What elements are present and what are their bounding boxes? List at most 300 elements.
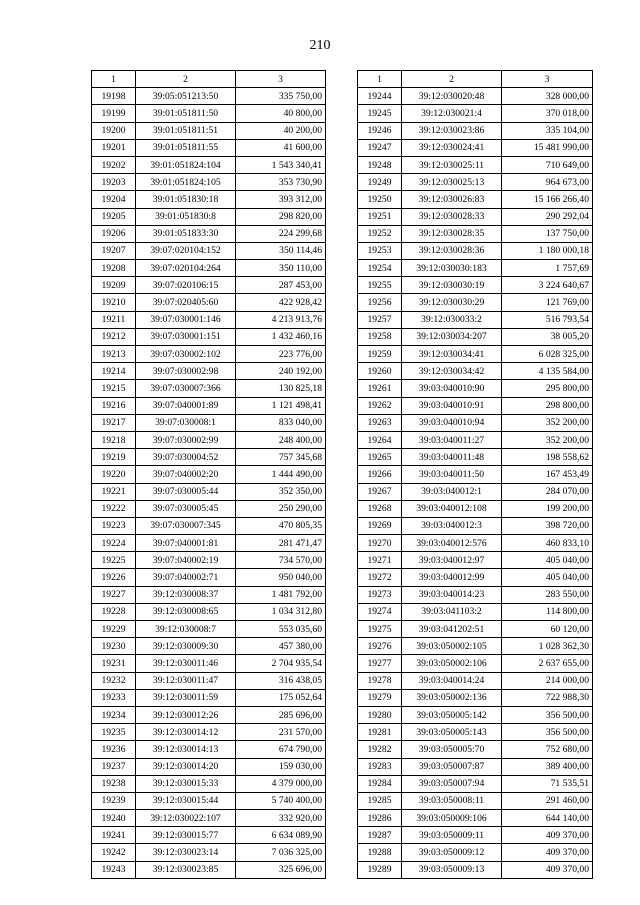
cadastral-number-cell: 39:12:030014:12 xyxy=(136,724,236,741)
row-number-cell: 19201 xyxy=(92,139,136,156)
row-number-cell: 19227 xyxy=(92,586,136,603)
cadastral-number-cell: 39:12:030021:4 xyxy=(402,105,502,122)
cadastral-number-cell: 39:07:040001:81 xyxy=(136,535,236,552)
table-row xyxy=(92,844,326,861)
row-number-cell: 19254 xyxy=(358,260,402,277)
page-number: 210 xyxy=(309,38,331,53)
row-number-cell: 19263 xyxy=(358,414,402,431)
cadastral-number-cell: 39:12:030034:41 xyxy=(402,346,502,363)
cadastral-number-cell: 39:03:041202:51 xyxy=(402,621,502,638)
value-cell: 757 345,68 xyxy=(236,449,326,466)
value-cell: 199 200,00 xyxy=(502,500,593,517)
row-number-cell: 19249 xyxy=(358,174,402,191)
header-cell-col3: 3 xyxy=(502,71,593,88)
table-row xyxy=(92,827,326,844)
table-row xyxy=(92,672,326,689)
row-number-cell: 19267 xyxy=(358,483,402,500)
value-cell: 1 121 498,41 xyxy=(236,397,326,414)
cadastral-number-cell: 39:12:030030:183 xyxy=(402,260,502,277)
row-number-cell: 19250 xyxy=(358,191,402,208)
value-cell: 335 104,00 xyxy=(502,122,593,139)
value-cell: 137 750,00 xyxy=(502,225,593,242)
cadastral-number-cell: 39:12:030034:42 xyxy=(402,363,502,380)
value-cell: 284 070,00 xyxy=(502,483,593,500)
row-number-cell: 19200 xyxy=(92,122,136,139)
table-row xyxy=(92,88,326,105)
table-row xyxy=(358,672,593,689)
cadastral-number-cell: 39:12:030025:13 xyxy=(402,174,502,191)
cadastral-number-cell: 39:03:050005:70 xyxy=(402,741,502,758)
value-cell: 352 350,00 xyxy=(236,483,326,500)
row-number-cell: 19213 xyxy=(92,346,136,363)
value-cell: 350 114,46 xyxy=(236,242,326,259)
value-cell: 553 035,60 xyxy=(236,621,326,638)
row-number-cell: 19199 xyxy=(92,105,136,122)
value-cell: 214 000,00 xyxy=(502,672,593,689)
table-row xyxy=(92,122,326,139)
table-row xyxy=(92,775,326,792)
value-cell: 1 034 312,80 xyxy=(236,603,326,620)
value-cell: 674 790,00 xyxy=(236,741,326,758)
row-number-cell: 19265 xyxy=(358,449,402,466)
value-cell: 295 800,00 xyxy=(502,380,593,397)
table-row xyxy=(358,689,593,706)
row-number-cell: 19272 xyxy=(358,569,402,586)
table-row xyxy=(358,603,593,620)
table-left xyxy=(91,70,326,879)
table-row xyxy=(358,861,593,878)
row-number-cell: 19279 xyxy=(358,689,402,706)
cadastral-number-cell: 39:07:020405:60 xyxy=(136,294,236,311)
value-cell: 328 000,00 xyxy=(502,88,593,105)
value-cell: 1 543 340,41 xyxy=(236,156,326,173)
cadastral-number-cell: 39:03:050005:142 xyxy=(402,706,502,723)
value-cell: 224 299,68 xyxy=(236,225,326,242)
table-row xyxy=(92,156,326,173)
table-row xyxy=(358,208,593,225)
cadastral-number-cell: 39:03:050009:106 xyxy=(402,810,502,827)
value-cell: 285 696,00 xyxy=(236,706,326,723)
row-number-cell: 19217 xyxy=(92,414,136,431)
value-cell: 167 453,49 xyxy=(502,466,593,483)
table-row xyxy=(358,431,593,448)
value-cell: 298 800,00 xyxy=(502,397,593,414)
table-row xyxy=(92,552,326,569)
row-number-cell: 19198 xyxy=(92,88,136,105)
cadastral-number-cell: 39:12:030020:48 xyxy=(402,88,502,105)
cadastral-number-cell: 39:03:040012:99 xyxy=(402,569,502,586)
cadastral-number-cell: 39:07:030002:102 xyxy=(136,346,236,363)
row-number-cell: 19264 xyxy=(358,431,402,448)
value-cell: 3 224 640,67 xyxy=(502,277,593,294)
table-row xyxy=(358,277,593,294)
table-row xyxy=(92,466,326,483)
value-cell: 1 481 792,00 xyxy=(236,586,326,603)
table-row xyxy=(358,156,593,173)
value-cell: 240 192,00 xyxy=(236,363,326,380)
row-number-cell: 19256 xyxy=(358,294,402,311)
value-cell: 71 535,51 xyxy=(502,775,593,792)
value-cell: 283 550,00 xyxy=(502,586,593,603)
value-cell: 114 800,00 xyxy=(502,603,593,620)
table-row xyxy=(358,380,593,397)
row-number-cell: 19239 xyxy=(92,792,136,809)
table-row xyxy=(358,517,593,534)
table-row xyxy=(358,294,593,311)
cadastral-number-cell: 39:12:030015:44 xyxy=(136,792,236,809)
cadastral-number-cell: 39:12:030033:2 xyxy=(402,311,502,328)
cadastral-number-cell: 39:12:030014:13 xyxy=(136,741,236,758)
value-cell: 356 500,00 xyxy=(502,706,593,723)
row-number-cell: 19241 xyxy=(92,827,136,844)
row-number-cell: 19268 xyxy=(358,500,402,517)
cadastral-number-cell: 39:07:030007:345 xyxy=(136,517,236,534)
cadastral-number-cell: 39:03:050009:12 xyxy=(402,844,502,861)
table-row xyxy=(358,586,593,603)
cadastral-number-cell: 39:07:030005:44 xyxy=(136,483,236,500)
cadastral-number-cell: 39:03:050009:11 xyxy=(402,827,502,844)
value-cell: 291 460,00 xyxy=(502,792,593,809)
row-number-cell: 19242 xyxy=(92,844,136,861)
table-row xyxy=(92,225,326,242)
cadastral-number-cell: 39:12:030028:36 xyxy=(402,242,502,259)
cadastral-number-cell: 39:03:050005:143 xyxy=(402,724,502,741)
cadastral-number-cell: 39:07:040002:19 xyxy=(136,552,236,569)
row-number-cell: 19226 xyxy=(92,569,136,586)
header-cell-col2: 2 xyxy=(136,71,236,88)
value-cell: 231 570,00 xyxy=(236,724,326,741)
value-cell: 6 634 089,90 xyxy=(236,827,326,844)
value-cell: 1 180 000,18 xyxy=(502,242,593,259)
cadastral-number-cell: 39:12:030028:35 xyxy=(402,225,502,242)
cadastral-number-cell: 39:12:030011:59 xyxy=(136,689,236,706)
value-cell: 470 805,35 xyxy=(236,517,326,534)
value-cell: 4 379 000,00 xyxy=(236,775,326,792)
cadastral-number-cell: 39:03:040012:1 xyxy=(402,483,502,500)
cadastral-number-cell: 39:12:030030:19 xyxy=(402,277,502,294)
value-cell: 393 312,00 xyxy=(236,191,326,208)
table-row xyxy=(358,346,593,363)
row-number-cell: 19215 xyxy=(92,380,136,397)
value-cell: 398 720,00 xyxy=(502,517,593,534)
value-cell: 352 200,00 xyxy=(502,431,593,448)
value-cell: 198 558,62 xyxy=(502,449,593,466)
table-row xyxy=(358,363,593,380)
cadastral-number-cell: 39:03:040010:91 xyxy=(402,397,502,414)
table-row xyxy=(92,517,326,534)
table-row xyxy=(92,191,326,208)
row-number-cell: 19236 xyxy=(92,741,136,758)
row-number-cell: 19207 xyxy=(92,242,136,259)
row-number-cell: 19251 xyxy=(358,208,402,225)
cadastral-number-cell: 39:03:050009:13 xyxy=(402,861,502,878)
table-row xyxy=(92,294,326,311)
row-number-cell: 19247 xyxy=(358,139,402,156)
table-row xyxy=(358,225,593,242)
cadastral-number-cell: 39:12:030022:107 xyxy=(136,810,236,827)
table-row xyxy=(92,655,326,672)
cadastral-number-cell: 39:03:040012:108 xyxy=(402,500,502,517)
table-row xyxy=(92,242,326,259)
cadastral-number-cell: 39:03:050002:136 xyxy=(402,689,502,706)
cadastral-number-cell: 39:12:030009:30 xyxy=(136,638,236,655)
value-cell: 1 028 362,30 xyxy=(502,638,593,655)
value-cell: 40 800,00 xyxy=(236,105,326,122)
value-cell: 2 637 655,00 xyxy=(502,655,593,672)
cadastral-number-cell: 39:07:030002:99 xyxy=(136,431,236,448)
table-row xyxy=(92,483,326,500)
value-cell: 335 750,00 xyxy=(236,88,326,105)
cadastral-number-cell: 39:12:030014:20 xyxy=(136,758,236,775)
table-row xyxy=(92,363,326,380)
table-row xyxy=(358,483,593,500)
table-row xyxy=(358,397,593,414)
table-row xyxy=(92,277,326,294)
row-number-cell: 19233 xyxy=(92,689,136,706)
cadastral-number-cell: 39:03:040010:94 xyxy=(402,414,502,431)
row-number-cell: 19277 xyxy=(358,655,402,672)
row-number-cell: 19261 xyxy=(358,380,402,397)
cadastral-number-cell: 39:01:051830:8 xyxy=(136,208,236,225)
value-cell: 352 200,00 xyxy=(502,414,593,431)
cadastral-number-cell: 39:12:030028:33 xyxy=(402,208,502,225)
row-number-cell: 19211 xyxy=(92,311,136,328)
row-number-cell: 19221 xyxy=(92,483,136,500)
table-row xyxy=(92,569,326,586)
table-row xyxy=(92,174,326,191)
cadastral-number-cell: 39:12:030023:86 xyxy=(402,122,502,139)
value-cell: 38 005,20 xyxy=(502,328,593,345)
table-row xyxy=(358,569,593,586)
table-row xyxy=(358,535,593,552)
value-cell: 7 036 325,00 xyxy=(236,844,326,861)
cadastral-number-cell: 39:01:051811:55 xyxy=(136,139,236,156)
row-number-cell: 19270 xyxy=(358,535,402,552)
cadastral-number-cell: 39:03:040011:50 xyxy=(402,466,502,483)
row-number-cell: 19235 xyxy=(92,724,136,741)
table-row xyxy=(358,638,593,655)
table-row xyxy=(358,260,593,277)
value-cell: 356 500,00 xyxy=(502,724,593,741)
cadastral-number-cell: 39:03:050007:94 xyxy=(402,775,502,792)
row-number-cell: 19246 xyxy=(358,122,402,139)
row-number-cell: 19202 xyxy=(92,156,136,173)
table-row xyxy=(92,311,326,328)
cadastral-number-cell: 39:07:030001:146 xyxy=(136,311,236,328)
cadastral-number-cell: 39:12:030034:207 xyxy=(402,328,502,345)
table-row xyxy=(92,706,326,723)
row-number-cell: 19288 xyxy=(358,844,402,861)
table-row xyxy=(92,758,326,775)
table-row xyxy=(92,208,326,225)
table-row xyxy=(358,844,593,861)
cadastral-number-cell: 39:03:050007:87 xyxy=(402,758,502,775)
value-cell: 6 028 325,00 xyxy=(502,346,593,363)
table-row xyxy=(92,397,326,414)
cadastral-number-cell: 39:03:040014:23 xyxy=(402,586,502,603)
value-cell: 457 380,00 xyxy=(236,638,326,655)
header-cell-col3: 3 xyxy=(236,71,326,88)
row-number-cell: 19284 xyxy=(358,775,402,792)
cadastral-number-cell: 39:12:030008:65 xyxy=(136,603,236,620)
value-cell: 41 600,00 xyxy=(236,139,326,156)
value-cell: 121 769,00 xyxy=(502,294,593,311)
value-cell: 250 290,00 xyxy=(236,500,326,517)
table-row xyxy=(92,328,326,345)
table-row xyxy=(358,311,593,328)
table-row xyxy=(358,88,593,105)
cadastral-number-cell: 39:01:051811:51 xyxy=(136,122,236,139)
table-row xyxy=(358,242,593,259)
value-cell: 159 030,00 xyxy=(236,758,326,775)
row-number-cell: 19245 xyxy=(358,105,402,122)
cadastral-number-cell: 39:12:030015:33 xyxy=(136,775,236,792)
value-cell: 60 120,00 xyxy=(502,621,593,638)
value-cell: 644 140,00 xyxy=(502,810,593,827)
row-number-cell: 19234 xyxy=(92,706,136,723)
cadastral-number-cell: 39:07:040002:20 xyxy=(136,466,236,483)
header-cell-col1: 1 xyxy=(358,71,402,88)
row-number-cell: 19224 xyxy=(92,535,136,552)
row-number-cell: 19228 xyxy=(92,603,136,620)
table-row xyxy=(92,792,326,809)
value-cell: 1 444 490,00 xyxy=(236,466,326,483)
table-row xyxy=(92,414,326,431)
value-cell: 833 040,00 xyxy=(236,414,326,431)
table-row xyxy=(92,638,326,655)
value-cell: 405 040,00 xyxy=(502,552,593,569)
table-row xyxy=(358,191,593,208)
value-cell: 710 649,00 xyxy=(502,156,593,173)
cadastral-number-cell: 39:12:030008:7 xyxy=(136,621,236,638)
cadastral-number-cell: 39:12:030030:29 xyxy=(402,294,502,311)
cadastral-number-cell: 39:01:051830:18 xyxy=(136,191,236,208)
value-cell: 298 820,00 xyxy=(236,208,326,225)
value-cell: 370 018,00 xyxy=(502,105,593,122)
table-row xyxy=(358,500,593,517)
cadastral-number-cell: 39:03:041103:2 xyxy=(402,603,502,620)
cadastral-number-cell: 39:12:030015:77 xyxy=(136,827,236,844)
row-number-cell: 19269 xyxy=(358,517,402,534)
row-number-cell: 19210 xyxy=(92,294,136,311)
cadastral-number-cell: 39:01:051833:30 xyxy=(136,225,236,242)
value-cell: 409 370,00 xyxy=(502,861,593,878)
cadastral-number-cell: 39:12:030011:46 xyxy=(136,655,236,672)
value-cell: 409 370,00 xyxy=(502,844,593,861)
row-number-cell: 19275 xyxy=(358,621,402,638)
table-row xyxy=(92,105,326,122)
cadastral-number-cell: 39:07:040002:71 xyxy=(136,569,236,586)
row-number-cell: 19273 xyxy=(358,586,402,603)
row-number-cell: 19287 xyxy=(358,827,402,844)
table-row xyxy=(358,552,593,569)
value-cell: 2 704 935,54 xyxy=(236,655,326,672)
row-number-cell: 19237 xyxy=(92,758,136,775)
table-row xyxy=(358,775,593,792)
row-number-cell: 19206 xyxy=(92,225,136,242)
table-row xyxy=(358,655,593,672)
row-number-cell: 19223 xyxy=(92,517,136,534)
row-number-cell: 19219 xyxy=(92,449,136,466)
row-number-cell: 19208 xyxy=(92,260,136,277)
table-row xyxy=(358,466,593,483)
table-row xyxy=(358,414,593,431)
table-row xyxy=(358,758,593,775)
row-number-cell: 19230 xyxy=(92,638,136,655)
value-cell: 15 166 266,40 xyxy=(502,191,593,208)
value-cell: 752 680,00 xyxy=(502,741,593,758)
cadastral-number-cell: 39:12:030023:14 xyxy=(136,844,236,861)
value-cell: 409 370,00 xyxy=(502,827,593,844)
cadastral-number-cell: 39:03:040010:90 xyxy=(402,380,502,397)
table-row xyxy=(92,689,326,706)
value-cell: 1 757,69 xyxy=(502,260,593,277)
value-cell: 422 928,42 xyxy=(236,294,326,311)
table-body-right xyxy=(358,88,593,879)
value-cell: 15 481 990,00 xyxy=(502,139,593,156)
table-row xyxy=(358,105,593,122)
table-row xyxy=(92,500,326,517)
row-number-cell: 19259 xyxy=(358,346,402,363)
value-cell: 722 988,30 xyxy=(502,689,593,706)
row-number-cell: 19203 xyxy=(92,174,136,191)
table-row xyxy=(92,603,326,620)
row-number-cell: 19216 xyxy=(92,397,136,414)
cadastral-number-cell: 39:03:050008:11 xyxy=(402,792,502,809)
table-header-row xyxy=(358,71,593,88)
value-cell: 4 135 584,00 xyxy=(502,363,593,380)
row-number-cell: 19209 xyxy=(92,277,136,294)
row-number-cell: 19253 xyxy=(358,242,402,259)
value-cell: 516 793,54 xyxy=(502,311,593,328)
row-number-cell: 19204 xyxy=(92,191,136,208)
row-number-cell: 19240 xyxy=(92,810,136,827)
value-cell: 130 825,18 xyxy=(236,380,326,397)
row-number-cell: 19225 xyxy=(92,552,136,569)
row-number-cell: 19276 xyxy=(358,638,402,655)
table-row xyxy=(358,827,593,844)
table-row xyxy=(358,724,593,741)
row-number-cell: 19232 xyxy=(92,672,136,689)
cadastral-number-cell: 39:07:030007:366 xyxy=(136,380,236,397)
table-row xyxy=(92,431,326,448)
header-cell-col2: 2 xyxy=(402,71,502,88)
cadastral-number-cell: 39:01:051824:105 xyxy=(136,174,236,191)
table-row xyxy=(92,380,326,397)
table-right xyxy=(357,70,593,879)
row-number-cell: 19258 xyxy=(358,328,402,345)
row-number-cell: 19266 xyxy=(358,466,402,483)
table-row xyxy=(92,810,326,827)
cadastral-number-cell: 39:05:051213:50 xyxy=(136,88,236,105)
value-cell: 316 438,05 xyxy=(236,672,326,689)
row-number-cell: 19283 xyxy=(358,758,402,775)
row-number-cell: 19282 xyxy=(358,741,402,758)
row-number-cell: 19278 xyxy=(358,672,402,689)
value-cell: 40 200,00 xyxy=(236,122,326,139)
row-number-cell: 19274 xyxy=(358,603,402,620)
row-number-cell: 19252 xyxy=(358,225,402,242)
table-row xyxy=(358,792,593,809)
table-row xyxy=(92,621,326,638)
value-cell: 287 453,00 xyxy=(236,277,326,294)
cadastral-number-cell: 39:01:051824:104 xyxy=(136,156,236,173)
value-cell: 460 833,10 xyxy=(502,535,593,552)
value-cell: 281 471,47 xyxy=(236,535,326,552)
table-row xyxy=(92,586,326,603)
table-row xyxy=(358,621,593,638)
cadastral-number-cell: 39:01:051811:50 xyxy=(136,105,236,122)
